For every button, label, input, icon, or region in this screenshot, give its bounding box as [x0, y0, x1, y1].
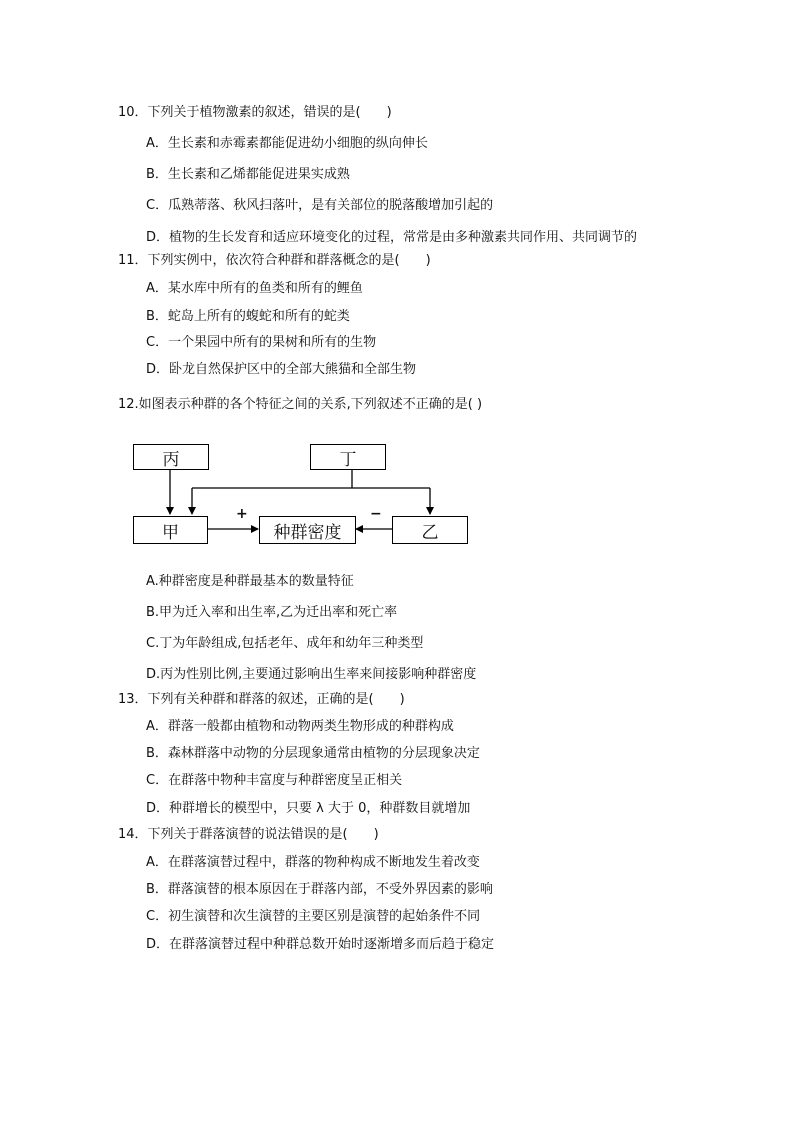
question-11-option-a: A．某水库中所有的鱼类和所有的鲤鱼 [146, 281, 363, 296]
box-jia: 甲 [133, 516, 208, 544]
question-13-option-b: B．森林群落中动物的分层现象通常由植物的分层现象决定 [146, 746, 480, 761]
question-13-option-d: D．种群增长的模型中，只要 λ 大于 0，种群数目就增加 [146, 801, 471, 816]
question-13-option-a: A．群落一般都由植物和动物两类生物形成的种群构成 [146, 719, 454, 734]
question-10-option-d: D．植物的生长发育和适应环境变化的过程，常常是由多种激素共同作用、共同调节的 [146, 230, 638, 245]
box-population-density: 种群密度 [259, 516, 356, 544]
question-14-option-d: D．在群落演替过程中种群总数开始时逐渐增多而后趋于稳定 [146, 937, 495, 952]
box-yi: 乙 [392, 516, 468, 544]
question-10-stem: 10．下列关于植物激素的叙述，错误的是( ) [118, 105, 392, 120]
question-12-stem: 12.如图表示种群的各个特征之间的关系,下列叙述不正确的是( ) [118, 397, 483, 412]
population-characteristics-diagram [128, 436, 473, 548]
minus-sign: − [370, 506, 382, 522]
box-bing: 丙 [133, 444, 209, 470]
question-10-option-a: A．生长素和赤霉素都能促进幼小细胞的纵向伸长 [146, 136, 428, 151]
question-10-option-c: C．瓜熟蒂落、秋风扫落叶，是有关部位的脱落酸增加引起的 [146, 198, 494, 213]
question-14-option-c: C．初生演替和次生演替的主要区别是演替的起始条件不同 [146, 909, 481, 924]
question-10-option-b: B．生长素和乙烯都能促进果实成熟 [146, 167, 350, 182]
question-11-stem: 11．下列实例中，依次符合种群和群落概念的是( ) [118, 253, 431, 268]
question-14-option-a: A．在群落演替过程中，群落的物种构成不断地发生着改变 [146, 855, 480, 870]
question-12-option-c: C.丁为年龄组成,包括老年、成年和幼年三种类型 [146, 636, 424, 651]
question-12-option-b: B.甲为迁入率和出生率,乙为迁出率和死亡率 [146, 605, 398, 620]
question-14-option-b: B．群落演替的根本原因在于群落内部，不受外界因素的影响 [146, 882, 493, 897]
question-12-option-a: A.种群密度是种群最基本的数量特征 [146, 574, 354, 589]
question-13-option-c: C．在群落中物种丰富度与种群密度呈正相关 [146, 773, 403, 788]
question-11-option-c: C．一个果园中所有的果树和所有的生物 [146, 335, 377, 350]
question-14-stem: 14．下列关于群落演替的说法错误的是( ) [118, 827, 379, 842]
plus-sign: + [236, 506, 248, 522]
question-13-stem: 13．下列有关种群和群落的叙述，正确的是( ) [118, 692, 405, 707]
question-11-option-b: B．蛇岛上所有的蝮蛇和所有的蛇类 [146, 309, 350, 324]
box-ding: 丁 [310, 444, 386, 470]
question-12-option-d: D.丙为性别比例,主要通过影响出生率来间接影响种群密度 [146, 667, 477, 682]
question-11-option-d: D．卧龙自然保护区中的全部大熊猫和全部生物 [146, 362, 417, 377]
